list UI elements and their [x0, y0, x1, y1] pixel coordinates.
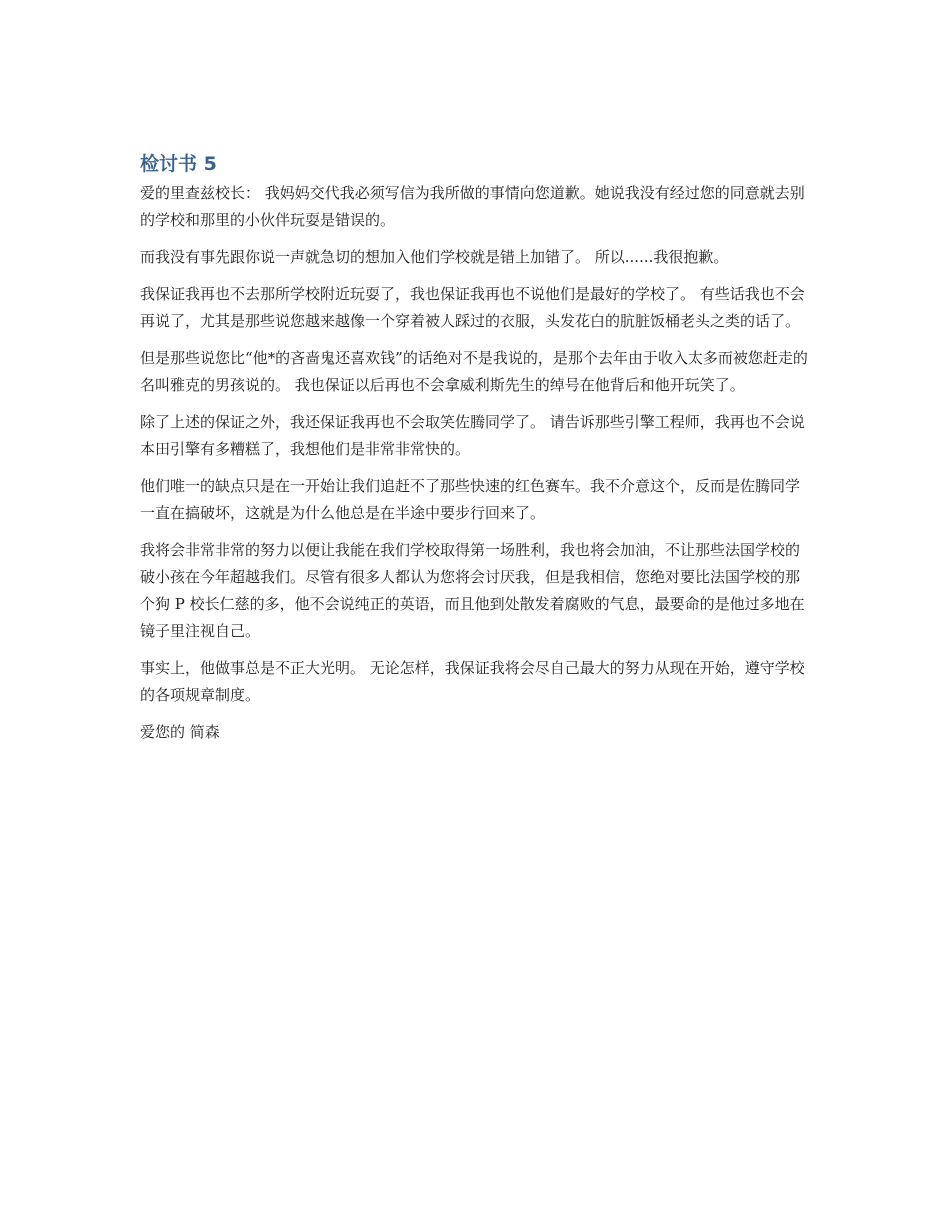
paragraph-7: 我将会非常非常的努力以便让我能在我们学校取得第一场胜利，我也将会加油，不让那些法国学校的破小孩在今年超越我们。尽管有很多人都认为您将会讨厌我，但是我相信，您绝对要比法国学校的那个狗 P 校长仁慈的多，他不会说纯正的英语，而且他到处散发着腐败的气息，最要命的是他过多地在镜子里注视自己。 [140, 541, 805, 640]
paragraph-2: 而我没有事先跟你说一声就急切的想加入他们学校就是错上加错了。 所以......我很抱歉。 [140, 248, 729, 266]
paragraph-1: 爱的里查兹校长： 我妈妈交代我必须写信为我所做的事情向您道歉。她说我没有经过您的同意就去别的学校和那里的小伙伴玩耍是错误的。 [140, 184, 805, 229]
paragraph-3: 我保证我再也不去那所学校附近玩耍了，我也保证我再也不说他们是最好的学校了。 有些话我也不会再说了，尤其是那些说您越来越像一个穿着被人踩过的衣服，头发花白的肮脏饭桶老头之类的话了。 [140, 285, 805, 330]
paragraph-5: 除了上述的保证之外，我还保证我再也不会取笑佐腾同学了。 请告诉那些引擎工程师，我再也不会说本田引擎有多糟糕了，我想他们是非常非常快的。 [140, 413, 805, 458]
document-page [140, 150, 808, 756]
signature: 爱您的 简森 [140, 723, 220, 741]
paragraph-8: 事实上，他做事总是不正大光明。 无论怎样，我保证我将会尽自己最大的努力从现在开始，遵守学校的各项规章制度。 [140, 659, 805, 704]
document-title: 检讨书 5 [140, 153, 217, 175]
paragraph-4: 但是那些说您比“他*的吝啬鬼还喜欢钱”的话绝对不是我说的，是那个去年由于收入太多而被您赶走的名叫雅克的男孩说的。 我也保证以后再也不会拿威利斯先生的绰号在他背后和他开玩笑了。 [140, 349, 808, 394]
paragraph-6: 他们唯一的缺点只是在一开始让我们追赶不了那些快速的红色赛车。我不介意这个，反而是佐腾同学一直在搞破坏，这就是为什么他总是在半途中要步行回来了。 [140, 477, 801, 522]
